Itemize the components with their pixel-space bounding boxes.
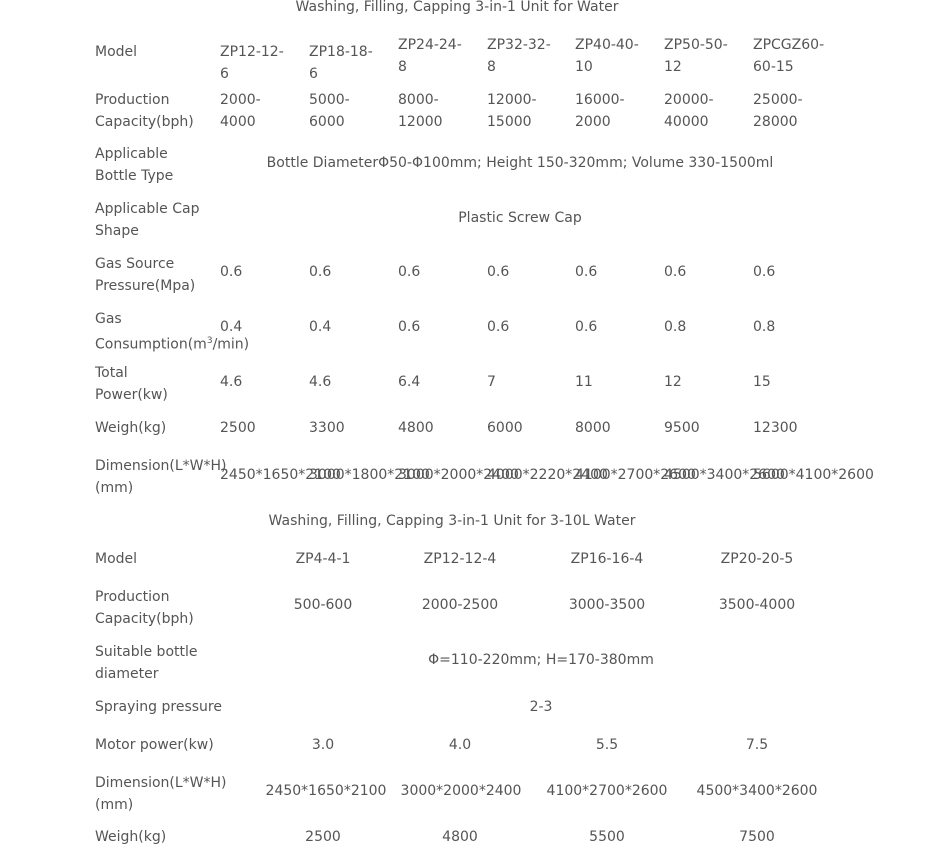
t2-capacity-cell: 500-600 <box>293 597 353 613</box>
t1-capacity-cell: 25000-28000 <box>753 92 803 130</box>
t1-model-cell: ZP12-12-6 <box>220 44 284 82</box>
t1-weight-cell: 6000 <box>487 420 523 436</box>
t2-model-cell: ZP16-16-4 <box>570 551 644 567</box>
t1-gas-consumption-label-main: Consumption(m <box>95 336 207 353</box>
t1-gas-pressure-cell: 0.6 <box>220 264 243 280</box>
t2-weight-label: Weigh(kg) <box>95 829 167 845</box>
t1-cap-shape-label: Applicable Cap Shape <box>95 201 200 239</box>
t1-gas-consumption-label-sup: 3 <box>206 336 213 346</box>
t1-gas-pressure-cell: 0.6 <box>309 264 332 280</box>
t1-cap-shape-value: Plastic Screw Cap <box>458 210 582 226</box>
t1-gas-pressure-cell: 0.6 <box>487 264 510 280</box>
t1-weight-cell: 9500 <box>664 420 700 436</box>
t1-power-cell: 7 <box>487 374 496 390</box>
t1-capacity-label: Production Capacity(bph) <box>95 92 194 130</box>
t1-power-label: Total Power(kw) <box>95 365 168 403</box>
table1-title: Washing, Filling, Capping 3-in-1 Unit for Water <box>295 0 619 15</box>
t1-dimension-cell: 3000*2000*2400 <box>398 467 519 483</box>
t1-model-cell: ZP18-18-6 <box>309 44 373 82</box>
t1-gas-pressure-cell: 0.6 <box>753 264 776 280</box>
t1-weight-cell: 4800 <box>398 420 434 436</box>
t1-model-label: Model <box>95 44 138 60</box>
t2-dimension-label: Dimension(L*W*H) (mm) <box>95 775 227 813</box>
t1-dimension-cell: 4000*2220*2400 <box>487 467 608 483</box>
t1-capacity-cell: 8000-12000 <box>398 92 443 130</box>
t2-capacity-label: Production Capacity(bph) <box>95 589 194 627</box>
t2-capacity-cell: 2000-2500 <box>421 597 499 613</box>
t1-gas-pressure-cell: 0.6 <box>575 264 598 280</box>
t2-model-cell: ZP20-20-5 <box>720 551 794 567</box>
t1-capacity-cell: 5000-6000 <box>309 92 350 130</box>
t1-weight-cell: 8000 <box>575 420 611 436</box>
t2-model-label: Model <box>95 551 138 567</box>
t2-diameter-value: Φ=110-220mm; H=170-380mm <box>428 652 654 668</box>
t2-motor-cell: 3.0 <box>311 737 335 753</box>
t1-dimension-cell: 4100*2700*2600 <box>575 467 696 483</box>
t2-weight-cell: 4800 <box>442 829 478 845</box>
t1-model-cell: ZPCGZ60-60-15 <box>753 37 825 75</box>
t1-gas-pressure-cell: 0.6 <box>398 264 421 280</box>
t1-power-cell: 6.4 <box>398 374 421 390</box>
t1-gas-consumption-cell: 0.4 <box>309 319 332 335</box>
t1-weight-label: Weigh(kg) <box>95 420 167 436</box>
t2-dimension-cell: 2450*1650*2100 <box>265 783 387 799</box>
t1-gas-pressure-cell: 0.6 <box>664 264 687 280</box>
t1-bottle-type-label: Applicable Bottle Type <box>95 146 174 184</box>
t1-weight-cell: 2500 <box>220 420 256 436</box>
t1-power-cell: 15 <box>753 374 771 390</box>
t2-capacity-cell: 3000-3500 <box>568 597 646 613</box>
t1-weight-cell: 3300 <box>309 420 345 436</box>
t1-capacity-cell: 16000-2000 <box>575 92 625 130</box>
t2-spray-value: 2-3 <box>529 699 553 715</box>
t2-motor-cell: 5.5 <box>595 737 619 753</box>
t1-dimension-cell: 3000*1800*2100 <box>309 467 430 483</box>
t2-spray-label: Spraying pressure <box>95 699 222 715</box>
t2-dimension-cell: 3000*2000*2400 <box>400 783 522 799</box>
t1-gas-consumption-label-first: Gas <box>95 311 122 327</box>
t1-bottle-type-value: Bottle DiameterΦ50-Φ100mm; Height 150-320mm; Volume 330-1500ml <box>266 155 774 171</box>
t1-model-cell: ZP40-40-10 <box>575 37 639 75</box>
t1-capacity-cell: 12000-15000 <box>487 92 537 130</box>
t1-power-cell: 4.6 <box>309 374 332 390</box>
t1-dimension-label: Dimension(L*W*H) (mm) <box>95 458 227 496</box>
t1-gas-pressure-label: Gas Source Pressure(Mpa) <box>95 256 196 294</box>
t1-gas-consumption-cell: 0.6 <box>398 319 421 335</box>
t1-gas-consumption-cell: 0.4 <box>220 319 243 335</box>
t1-capacity-cell: 20000-40000 <box>664 92 714 130</box>
t2-weight-cell: 5500 <box>589 829 625 845</box>
t2-capacity-cell: 3500-4000 <box>718 597 796 613</box>
t2-motor-label: Motor power(kw) <box>95 737 214 753</box>
t1-capacity-cell: 2000-4000 <box>220 92 261 130</box>
t1-gas-consumption-cell: 0.8 <box>664 319 687 335</box>
t2-motor-cell: 7.5 <box>745 737 769 753</box>
t1-gas-consumption-cell: 0.6 <box>575 319 598 335</box>
t1-power-cell: 11 <box>575 374 593 390</box>
t2-dimension-cell: 4500*3400*2600 <box>696 783 818 799</box>
t1-dimension-cell: 5600*4100*2600 <box>753 467 874 483</box>
t1-gas-consumption-cell: 0.8 <box>753 319 776 335</box>
t1-gas-consumption-label-tail: /min) <box>212 336 250 353</box>
t1-power-cell: 12 <box>664 374 682 390</box>
t1-power-cell: 4.6 <box>220 374 243 390</box>
t2-motor-cell: 4.0 <box>448 737 472 753</box>
t2-weight-cell: 2500 <box>305 829 341 845</box>
t1-model-cell: ZP32-32-8 <box>487 37 551 75</box>
t1-weight-cell: 12300 <box>753 420 798 436</box>
t1-model-cell: ZP50-50-12 <box>664 37 728 75</box>
t1-gas-consumption-cell: 0.6 <box>487 319 510 335</box>
t1-dimension-cell: 2450*1650*2100 <box>220 467 341 483</box>
t1-model-cell: ZP24-24-8 <box>398 37 462 75</box>
t2-dimension-cell: 4100*2700*2600 <box>546 783 668 799</box>
table2-title: Washing, Filling, Capping 3-in-1 Unit for 3-10L Water <box>268 513 636 529</box>
t2-model-cell: ZP12-12-4 <box>423 551 497 567</box>
t2-diameter-label: Suitable bottle diameter <box>95 644 198 682</box>
t2-weight-cell: 7500 <box>739 829 775 845</box>
t2-model-cell: ZP4-4-1 <box>295 551 351 567</box>
t1-dimension-cell: 4500*3400*2600 <box>664 467 785 483</box>
